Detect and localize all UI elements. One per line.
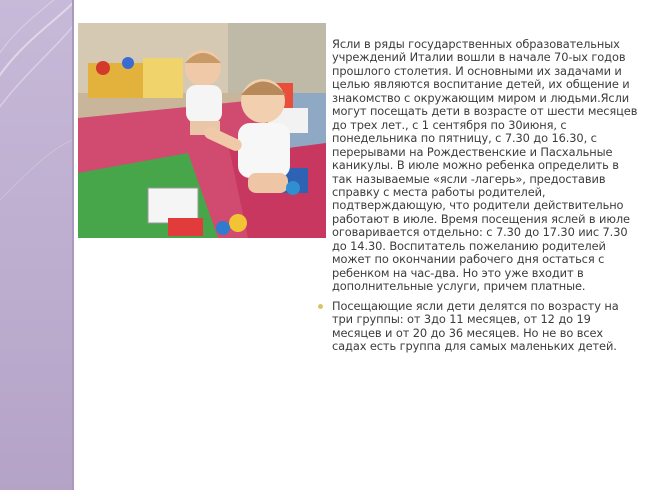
paragraph-nursery-intro	[332, 38, 638, 294]
list-item-age-groups	[332, 300, 638, 354]
sidebar-divider	[72, 0, 74, 490]
decorative-sidebar	[0, 0, 72, 490]
children-playroom-photo	[78, 23, 326, 238]
paragraph-text: Посещающие ясли дети делятся по возрасту на три группы: от 3до 11 месяцев, от 12 до 19 месяцев и от 20 до 36 месяцев. Но не во всех садах есть группа для самых маленьких детей.	[332, 298, 619, 353]
sidebar-swirl-decoration	[0, 0, 72, 490]
bullet-dot-icon	[318, 304, 323, 309]
paragraph-text: Ясли в ряды государственных образовательных учреждений Италии вошли в начале 70-ых годов прошлого столетия. И основными их задачами и целью являются воспитание детей, их общение и знакомство с окружающим миром и людьми.Ясли могут посещать дети в возрасте от шести месяцев до трех лет., с 1 сентября по 30июня, с понедельника по пятницу, с 7.30 до 16.30, с перерывами на Рождественские и Пасхальные каникулы. В июле можно ребенка определить в так называемые «ясли -лагерь», предоставив справку с места работы родителей, подтверждающую, что родители действительно работают в июле. Время посещения яслей в июле оговаривается отдельно: с 7.30 до 17.30 иис 7.30 до 14.30. Воспитатель пожеланию родителей может по окончании рабочего дня остаться с ребенком на час-два. Но это уже входит в дополнительные услуги, причем платные.	[332, 37, 638, 294]
slide-text-body	[332, 38, 638, 359]
